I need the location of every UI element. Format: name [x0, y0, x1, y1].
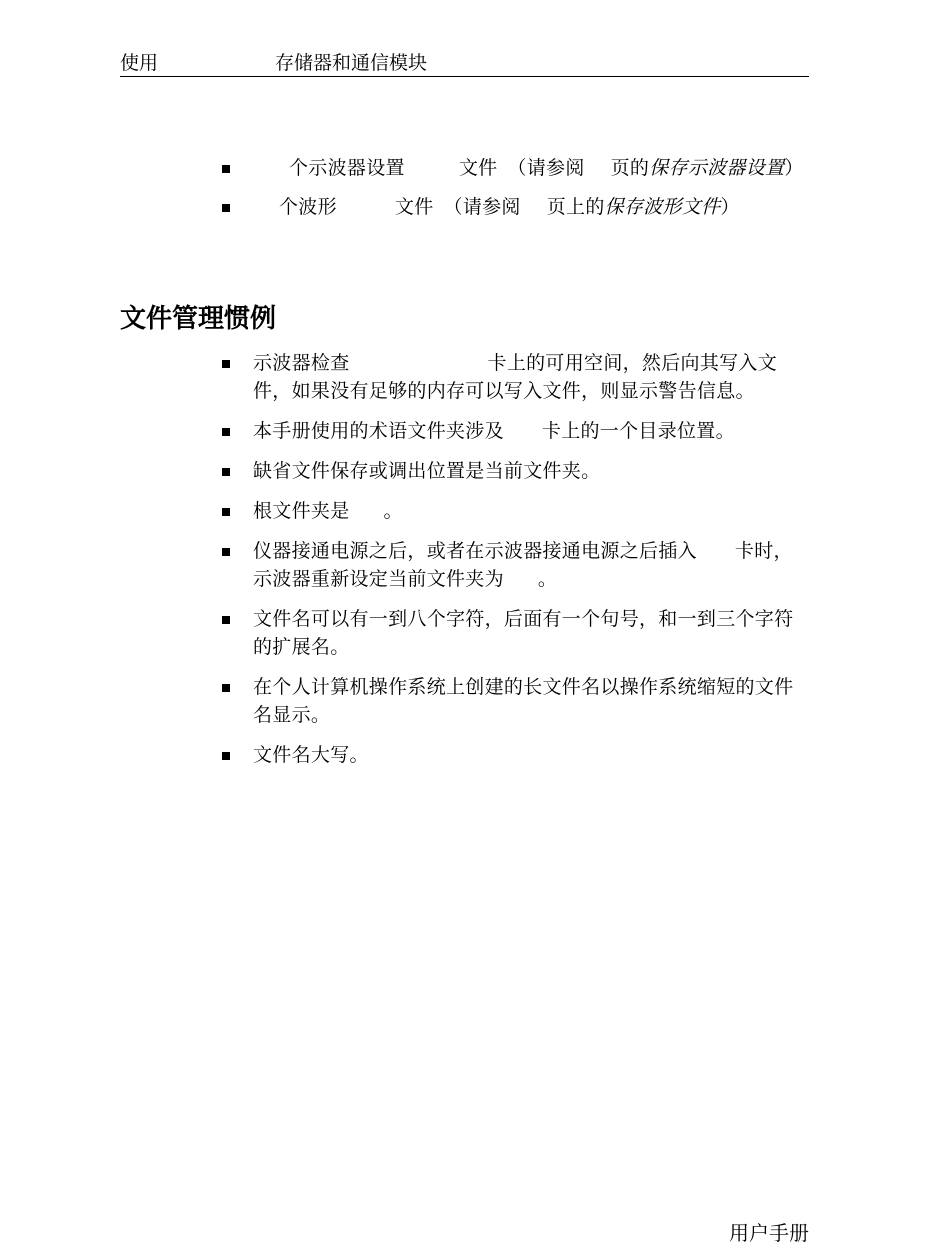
- item-text: 本手册使用的术语文件夹涉及: [253, 420, 504, 442]
- section-title: 文件管理惯例: [120, 304, 277, 334]
- list-item: [222, 497, 812, 525]
- item-text: 个波形: [279, 196, 337, 218]
- item-text: ）: [784, 157, 804, 179]
- header-left-text: 使用: [120, 52, 159, 74]
- list-item: [222, 417, 812, 445]
- item-text: 文件名大写。: [253, 744, 369, 766]
- item-text: ）: [720, 196, 740, 218]
- item-text: （请参阅: [507, 157, 585, 179]
- bullet-square-icon: [222, 428, 230, 436]
- list-item: [222, 457, 812, 485]
- item-text: 页的: [610, 157, 650, 179]
- item-text: 文件: [458, 157, 498, 179]
- item-text: （请参阅: [443, 196, 521, 218]
- header-title: 存储器和通信模块: [275, 52, 428, 74]
- bullet-square-icon: [222, 752, 230, 760]
- item-text: 缺省文件保存或调出位置是当前文件夹。: [253, 460, 601, 482]
- bullet-square-icon: [222, 684, 230, 692]
- item-text: 文件名可以有一到八个字符，后面有一个句号，和一到三个字符的扩展名。: [253, 608, 794, 658]
- list-item: [222, 349, 812, 405]
- list-item: [222, 537, 812, 593]
- bullet-square-icon: [222, 616, 230, 624]
- item-text: 示波器检查: [253, 352, 350, 374]
- bullet-square-icon: [222, 360, 230, 368]
- list-item: [222, 741, 812, 769]
- list-item: [222, 605, 812, 661]
- item-text: 根文件夹是: [253, 500, 350, 522]
- cross-reference-link[interactable]: 保存示波器设置: [649, 157, 785, 179]
- item-text: 卡时，示波器重新设定当前文件夹为: [253, 540, 793, 590]
- bullet-square-icon: [222, 165, 230, 173]
- item-text: 卡上的可用空间，然后向其写入文件，如果没有足够的内存可以写入文件，则显示警告信息。: [253, 352, 778, 402]
- bullet-square-icon: [222, 204, 230, 212]
- bullet-square-icon: [222, 468, 230, 476]
- item-text: 个示波器设置: [289, 157, 405, 179]
- list-item: [222, 193, 812, 221]
- list-item: [222, 154, 812, 182]
- top-bullet-list: [222, 154, 812, 232]
- cross-reference-link[interactable]: 保存波形文件: [604, 196, 721, 218]
- list-item: [222, 673, 812, 729]
- item-text: 页上的: [546, 196, 605, 218]
- main-bullet-list: [222, 349, 812, 781]
- item-text: 在个人计算机操作系统上创建的长文件名以操作系统缩短的文件名显示。: [253, 676, 794, 726]
- page-footer: 用户手册: [729, 1221, 809, 1245]
- bullet-square-icon: [222, 508, 230, 516]
- bullet-square-icon: [222, 548, 230, 556]
- item-text: 。: [383, 500, 403, 522]
- item-text: 文件: [394, 196, 434, 218]
- item-text: 仪器接通电源之后，或者在示波器接通电源之后插入: [253, 540, 697, 562]
- item-text: 卡上的一个目录位置。: [541, 420, 735, 442]
- item-text: 。: [537, 568, 558, 590]
- page-header: [120, 46, 809, 77]
